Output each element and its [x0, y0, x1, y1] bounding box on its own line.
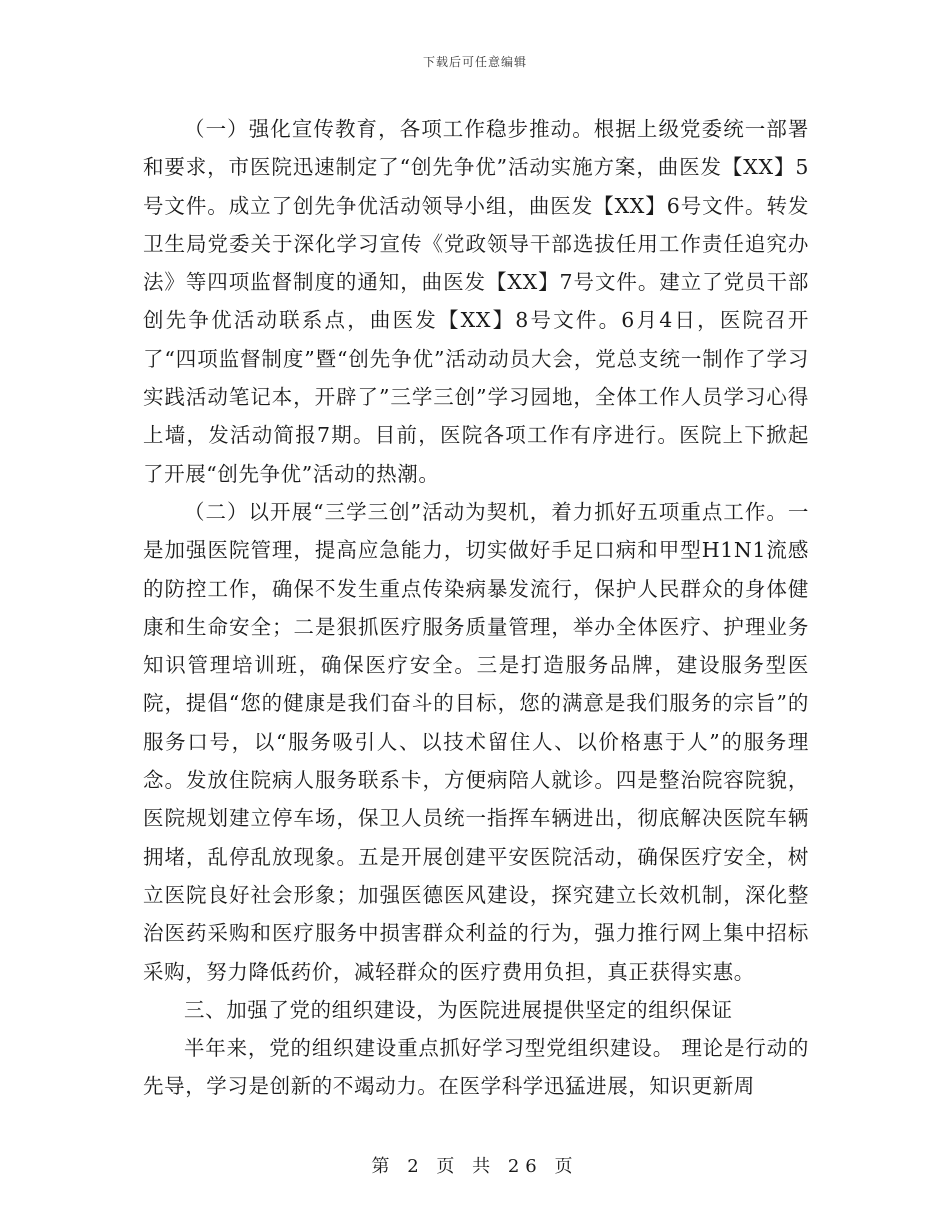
paragraph-learning-organization: 半年来，党的组织建设重点抓好学习型党组织建设。 理论是行动的先导，学习是创新的不竭动力。在医学科学迅猛进展，知识更新周: [143, 1036, 809, 1099]
paragraph-propaganda-education: （一）强化宣传教育，各项工作稳步推动。根据上级党委统一部署和要求，市医院迅速制定了“创先争优”活动实施方案，曲医发【XX】5号文件。成立了创先争优活动领导小组，曲医发【XX】6号文件。转发卫生局党委关于深化学习宣传《党政领导干部选拔任用工作责任追究办法》等四项监督制度的通知，曲医发【XX】7号文件。建立了党员干部创先争优活动联系点，曲医发【XX】8号文件。6月4日，医院召开了“四项监督制度”暨“创先争优”活动动员大会，党总支统一制作了学习实践活动笔记本，开辟了”三学三创”学习园地，全体工作人员学习心得上墙，发活动简报7期。目前，医院各项工作有序进行。医院上下掀起了开展“创先争优”活动的热潮。: [143, 117, 809, 486]
page-header: 下载后可任意编辑: [422, 55, 527, 69]
page-number: 第 2 页 共 26 页: [371, 1156, 579, 1177]
section-heading-organization: 三、加强了党的组织建设，为医院进展提供坚定的组织保证: [184, 997, 733, 1022]
paragraph-five-key-tasks: （二）以开展“三学三创”活动为契机，着力抓好五项重点工作。一是加强医院管理，提高应急能力，切实做好手足口病和甲型H1N1流感的防控工作，确保不发生重点传染病暴发流行，保护人民群众的身体健康和生命安全；二是狠抓医疗服务质量管理，举办全体医疗、护理业务知识管理培训班，确保医疗安全。三是打造服务品牌，建设服务型医院，提倡“您的健康是我们奋斗的目标，您的满意是我们服务的宗旨”的服务口号，以“服务吸引人、以技术留住人、以价格惠于人”的服务理念。发放住院病人服务联系卡，方便病陪人就诊。四是整治院容院貌，医院规划建立停车场，保卫人员统一指挥车辆进出，彻底解决医院车辆拥堵，乱停乱放现象。五是开展创建平安医院活动，确保医疗安全，树立医院良好社会形象；加强医德医风建设，探究建立长效机制，深化整治医药采购和医疗服务中损害群众利益的行为，强力推行网上集中招标采购，努力降低药价，减轻群众的医疗费用负担，真正获得实惠。: [143, 499, 809, 984]
document-body: [143, 110, 809, 1106]
